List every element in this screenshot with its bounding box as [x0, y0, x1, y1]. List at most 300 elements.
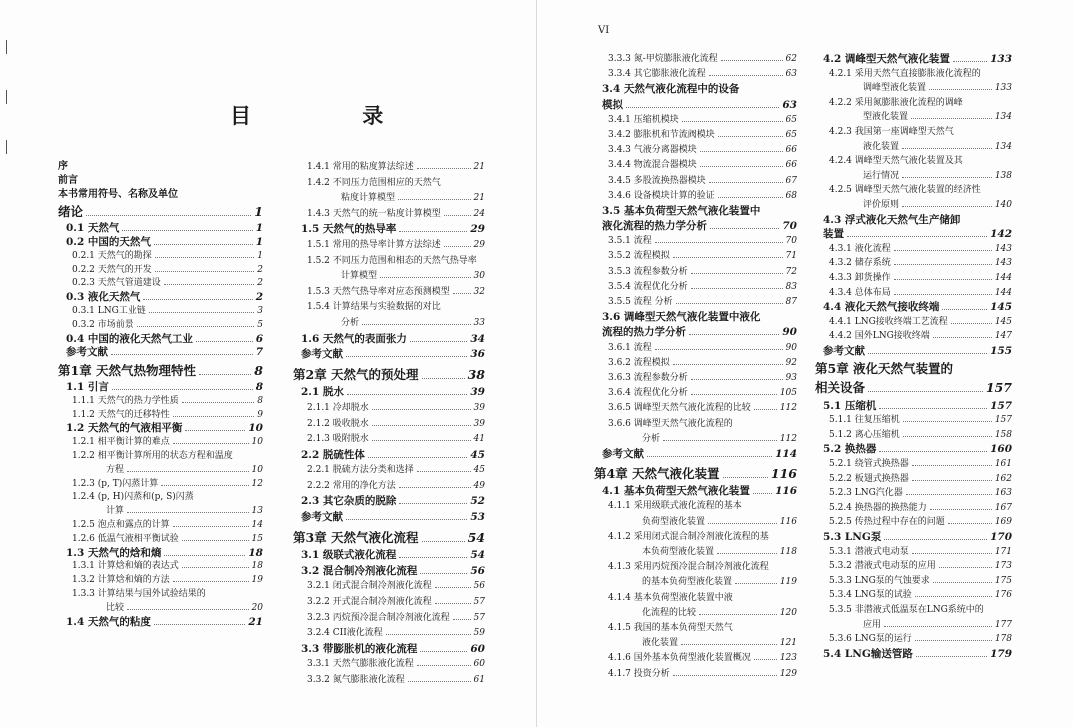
toc-leader-dots [453, 619, 471, 620]
toc-leader-dots [372, 409, 471, 410]
toc-entry-page: 177 [994, 619, 1012, 630]
toc-leader-dots [906, 494, 992, 495]
toc-entry [293, 448, 485, 464]
toc-entry-label: 4.2 调峰型天然气液化装置 [823, 53, 950, 65]
toc-entry-label: 0.4 中国的液化天然气工业 [66, 332, 193, 345]
toc-entry [815, 559, 1012, 574]
toc-entry [594, 341, 797, 356]
toc-entry-page: 178 [994, 634, 1012, 645]
toc-entry-page: 39 [470, 386, 485, 399]
toc-entry [594, 325, 797, 340]
toc-entry-label: 3.3 带膨胀机的液化流程 [301, 642, 418, 655]
toc-entry [594, 113, 797, 128]
toc-entry [815, 362, 1012, 377]
toc-leader-dots [879, 451, 987, 452]
toc-entry [293, 254, 485, 270]
toc-leader-dots [868, 353, 987, 354]
toc-entry-label: 参考文献 [602, 447, 644, 460]
toc-leader-dots [682, 121, 783, 122]
toc-leader-dots [699, 614, 777, 615]
toc-entry-label: 1.3.2 计算焓和熵的方法 [72, 575, 170, 586]
toc-entry [815, 213, 1012, 228]
toc-entry-label: 3.6.1 流程 [608, 342, 652, 353]
toc-entry [815, 169, 1012, 184]
toc-entry-page: 71 [785, 251, 797, 262]
toc-entry-label: 4.3 浮式液化天然气生产储卸 [823, 213, 961, 226]
toc-leader-dots [372, 440, 471, 441]
toc-leader-dots [942, 309, 987, 310]
toc-entry-page: 134 [994, 112, 1012, 123]
toc-entry-page: 145 [990, 301, 1012, 314]
toc-leader-dots [127, 609, 249, 610]
toc-entry [58, 533, 263, 547]
toc-entry-label: 3.5.1 流程 [608, 236, 652, 247]
toc-leader-dots [149, 312, 254, 313]
toc-entry-page: 119 [779, 577, 797, 588]
toc-entry [594, 219, 797, 234]
toc-leader-dots [346, 519, 467, 520]
toc-entry-label: 第2章 天然气的预处理 [293, 366, 419, 382]
toc-entry-page: 1 [254, 204, 263, 220]
toc-leader-dots [122, 230, 252, 231]
page-title: 目 录 [230, 103, 436, 128]
toc-entry-label: 5.1.1 往复压缩机 [829, 415, 900, 426]
toc-entry-label: 5.2.4 换热器的换热能力 [829, 502, 927, 513]
toc-leader-dots [347, 394, 467, 395]
toc-leader-dots [912, 553, 992, 554]
toc-entry [58, 505, 263, 519]
toc-entry-page: 29 [473, 239, 485, 250]
toc-entry-label: 1.6 天然气的表面张力 [301, 332, 407, 345]
toc-leader-dots [182, 540, 249, 541]
toc-entry [58, 319, 263, 333]
toc-entry-page: 21 [473, 162, 485, 172]
toc-entry-page: 45 [470, 448, 485, 461]
toc-entry [815, 183, 1012, 198]
toc-entry [815, 442, 1012, 457]
toc-entry-label: 2.1.1 冷却脱水 [307, 402, 369, 413]
toc-entry [815, 81, 1012, 96]
toc-entry-label: 4.2.2 采用氮膨胀液化流程的调峰 [829, 97, 963, 108]
toc-entry [594, 651, 797, 666]
toc-entry-page: 173 [994, 561, 1012, 572]
toc-leader-dots [417, 471, 471, 472]
toc-entry-page: 105 [779, 388, 797, 399]
toc-entry [58, 436, 263, 450]
toc-entry [58, 588, 263, 602]
toc-entry [293, 285, 485, 301]
toc-entry-label: 3.2 混合制冷剂液化流程 [301, 564, 418, 577]
toc-entry-label: 1.2.3 (p, T)闪蒸计算 [72, 478, 159, 489]
toc-entry-page: 116 [775, 485, 797, 498]
toc-entry-page: 144 [994, 272, 1012, 283]
toc-entry [293, 238, 485, 254]
toc-entry-label: 液化流程的热力学分析 [602, 220, 707, 233]
toc-entry-label: 3.6.5 调峰型天然气液化流程的比较 [608, 403, 751, 414]
toc-leader-dots [709, 182, 783, 183]
toc-entry-page: 52 [470, 495, 485, 508]
toc-entry-label: 5.2.5 传热过程中存在的问题 [829, 517, 945, 528]
toc-entry [58, 291, 263, 305]
toc-entry-page: 142 [990, 228, 1012, 241]
toc-entry-label: 0.3 液化天然气 [66, 291, 141, 304]
toc-leader-dots [417, 665, 471, 666]
toc-entry-label: 相关设备 [815, 380, 866, 396]
toc-leader-dots [127, 512, 249, 513]
toc-entry [594, 545, 797, 560]
toc-entry-label: 3.5.2 流程模拟 [608, 251, 670, 262]
toc-leader-dots [894, 279, 992, 280]
toc-entry-label: 1.5.2 不同压力范围和相态的天然气热导率 [307, 255, 477, 266]
toc-entry [293, 432, 485, 448]
toc-entry-label: 1.3.1 计算焓和熵的表达式 [72, 561, 179, 572]
toc-column-right-2 [815, 52, 1012, 661]
toc-entry-label: 第4章 天然气液化装置 [594, 466, 720, 482]
toc-entry-label: 型液化装置 [863, 112, 909, 123]
toc-entry [815, 344, 1012, 359]
toc-entry-label: 3.4.3 气液分离器模块 [608, 145, 697, 156]
toc-entry [58, 222, 263, 236]
toc-entry [815, 140, 1012, 155]
toc-entry-label: 3.6.4 流程优化分析 [608, 388, 688, 399]
toc-leader-dots [647, 456, 772, 457]
toc-entry [58, 174, 263, 188]
toc-leader-dots [386, 634, 471, 635]
toc-entry [815, 574, 1012, 589]
toc-entry-label: 流程的热力学分析 [602, 326, 686, 339]
toc-entry-page: 57 [473, 597, 485, 608]
toc-entry [293, 300, 485, 316]
toc-entry [815, 315, 1012, 330]
toc-entry [815, 603, 1012, 618]
toc-entry-page: 133 [990, 53, 1012, 65]
toc-entry-page: 116 [779, 516, 797, 527]
toc-entry-page: 93 [785, 372, 797, 383]
toc-leader-dots [753, 493, 772, 494]
toc-entry-page: 9 [257, 409, 263, 420]
toc-entry-label: 计算模型 [341, 271, 378, 282]
toc-entry-label: 4.3.3 卸货操作 [829, 272, 891, 283]
toc-entry-page: 70 [782, 220, 797, 233]
toc-entry [594, 310, 797, 325]
toc-entry [815, 486, 1012, 501]
toc-entry [815, 125, 1012, 140]
edge-mark [6, 140, 7, 154]
toc-entry [815, 154, 1012, 169]
toc-entry [293, 479, 485, 495]
toc-entry-label: 3.4.2 膨胀机和节流阀模块 [608, 129, 715, 140]
toc-entry [815, 67, 1012, 82]
toc-entry [594, 499, 797, 514]
toc-leader-dots [673, 257, 783, 258]
toc-leader-dots [939, 567, 992, 568]
toc-leader-dots [399, 487, 471, 488]
toc-entry [594, 158, 797, 173]
toc-entry-page: 171 [994, 546, 1012, 557]
toc-entry-page: 59 [473, 628, 485, 639]
toc-entry [594, 280, 797, 295]
toc-leader-dots [681, 644, 777, 645]
toc-entry-page: 163 [994, 488, 1012, 499]
toc-entry-page: 65 [785, 114, 797, 125]
toc-entry [594, 432, 797, 447]
toc-entry-label: 调峰型液化装置 [863, 83, 927, 94]
toc-leader-dots [444, 246, 471, 247]
toc-entry-label: 1.3 天然气的焓和熵 [66, 546, 162, 559]
toc-entry-label: 5.3.3 LNG泵的气蚀要求 [829, 575, 930, 586]
toc-entry-page: 34 [470, 332, 485, 345]
toc-leader-dots [399, 557, 467, 558]
toc-entry-label: 应用 [863, 619, 882, 630]
toc-entry-page: 65 [785, 129, 797, 140]
toc-entry-label: 3.5.4 流程优化分析 [608, 281, 688, 292]
toc-entry-label: 的基本负荷型液化装置 [642, 577, 733, 588]
toc-entry-label: 4.1 基本负荷型天然气液化装置 [602, 485, 750, 498]
toc-entry [815, 96, 1012, 111]
toc-entry [58, 305, 263, 319]
toc-entry-page: 60 [470, 642, 485, 655]
toc-entry-label: 1.2.4 (p, H)闪蒸和(p, S)闪蒸 [72, 492, 194, 503]
toc-entry-label: 3.4.5 多股流换热器模块 [608, 175, 706, 186]
toc-entry [594, 295, 797, 310]
toc-entry [815, 618, 1012, 633]
right-page [537, 0, 1073, 727]
toc-leader-dots [154, 244, 253, 245]
toc-entry-page: 10 [251, 464, 263, 475]
toc-entry-label: 1.5.3 天然气热导率对应态预测模型 [307, 286, 450, 297]
toc-entry [594, 386, 797, 401]
toc-entry [594, 98, 797, 113]
toc-entry [594, 174, 797, 189]
toc-entry-label: 3.4.6 设备模块计算的验证 [608, 190, 715, 201]
toc-entry-label: 1.4.3 天然气的统一粘度计算模型 [307, 208, 441, 219]
toc-entry-label: 4.4.2 国外LNG接收终端 [829, 331, 930, 342]
toc-entry-page: 90 [782, 326, 797, 339]
toc-entry [815, 413, 1012, 428]
toc-entry-page: 1 [255, 222, 263, 235]
toc-entry [594, 401, 797, 416]
toc-entry [58, 602, 263, 616]
toc-entry-label: 1.5 天然气的热导率 [301, 223, 397, 236]
toc-leader-dots [884, 539, 987, 540]
toc-entry-label: 方程 [106, 464, 125, 475]
toc-entry-page: 133 [994, 83, 1012, 94]
toc-entry-label: 1.5.1 常用的热导率计算方法综述 [307, 239, 441, 250]
toc-entry-page: 112 [779, 433, 797, 444]
toc-leader-dots [137, 326, 255, 327]
toc-entry-label: 4.4.1 LNG接收终端工艺流程 [829, 316, 948, 327]
toc-entry-label: 2.2.1 脱硫方法分类和选择 [307, 465, 414, 476]
toc-leader-dots [894, 250, 992, 251]
toc-entry-label: 5.3.5 非潜液式低温泵在LNG系统中的 [829, 604, 984, 615]
toc-entry-page: 66 [785, 145, 797, 156]
toc-leader-dots [127, 471, 249, 472]
toc-leader-dots [903, 421, 992, 422]
toc-entry [293, 510, 485, 526]
toc-entry-label: 分析 [642, 433, 661, 444]
toc-entry [58, 160, 263, 174]
toc-entry-label: 4.1.1 采用级联式液化流程的基本 [608, 501, 742, 512]
toc-leader-dots [182, 567, 249, 568]
toc-entry-page: 67 [785, 175, 797, 186]
toc-column-right-1 [594, 52, 797, 682]
toc-entry [815, 110, 1012, 125]
toc-entry-label: 4.3.2 储存系统 [829, 258, 891, 269]
toc-entry-page: 18 [248, 546, 263, 559]
toc-entry-label: 4.1.4 基本负荷型液化装置中液 [608, 592, 733, 603]
toc-leader-dots [173, 526, 249, 527]
toc-entry [58, 422, 263, 436]
toc-entry [58, 491, 263, 505]
toc-entry-label: 4.3.4 总体布局 [829, 287, 891, 298]
toc-entry-page: 170 [990, 531, 1012, 543]
toc-entry-label: 2.1.2 吸收脱水 [307, 418, 369, 429]
toc-leader-dots [173, 416, 255, 417]
toc-entry-page: 83 [785, 281, 797, 292]
toc-entry-page: 24 [473, 208, 485, 219]
toc-entry-page: 179 [990, 647, 1012, 660]
toc-entry-label: 1.4.1 常用的粘度算法综述 [307, 162, 414, 172]
toc-entry [815, 428, 1012, 443]
toc-entry-label: 5.3.4 LNG泵的试验 [829, 590, 912, 601]
toc-leader-dots [691, 288, 783, 289]
toc-entry [594, 466, 797, 481]
toc-entry-page: 143 [994, 258, 1012, 269]
toc-entry-label: 5.2.2 板翅式换热器 [829, 473, 909, 484]
toc-entry-page: 19 [251, 575, 263, 586]
toc-entry [594, 591, 797, 606]
toc-entry-label: 2.1 脱水 [301, 386, 344, 399]
toc-entry-label: 比较 [106, 602, 125, 613]
toc-entry [58, 409, 263, 423]
toc-entry [815, 381, 1012, 396]
toc-entry-page: 3 [257, 305, 263, 316]
toc-entry-page: 147 [994, 331, 1012, 342]
toc-entry [594, 234, 797, 249]
toc-entry-label: 0.3.2 市场前景 [72, 319, 134, 330]
toc-entry-label: 4.2.1 采用天然气直接膨胀液化流程的 [829, 68, 981, 79]
toc-leader-dots [182, 402, 255, 403]
toc-leader-dots [196, 341, 253, 342]
toc-entry [293, 548, 485, 564]
toc-leader-dots [902, 177, 992, 178]
toc-entry-page: 129 [779, 668, 797, 679]
toc-entry-page: 1 [255, 235, 263, 248]
toc-entry-page: 2 [257, 278, 263, 289]
toc-entry-page: 120 [779, 607, 797, 618]
toc-entry-page: 63 [782, 98, 797, 111]
toc-entry-label: 1.4 天然气的粘度 [66, 615, 151, 628]
toc-entry [815, 198, 1012, 213]
toc-leader-dots [673, 675, 777, 676]
toc-entry [293, 595, 485, 611]
toc-entry-label: 前言 [58, 174, 78, 186]
toc-entry [58, 264, 263, 278]
toc-entry [594, 575, 797, 590]
toc-entry-page: 12 [251, 478, 263, 489]
toc-entry [594, 621, 797, 636]
toc-entry [293, 463, 485, 479]
toc-entry [815, 227, 1012, 242]
toc-entry [594, 667, 797, 682]
toc-entry-label: 1.5.4 计算结果与实验数据的对比 [307, 302, 441, 313]
toc-leader-dots [911, 118, 992, 119]
toc-entry [293, 417, 485, 433]
toc-leader-dots [155, 257, 255, 258]
toc-entry-page: 158 [994, 429, 1012, 440]
toc-entry-page: 18 [251, 561, 263, 572]
toc-entry-label: 5.2 换热器 [823, 443, 877, 456]
toc-entry [293, 385, 485, 401]
toc-entry-label: 3.6.6 调峰型天然气液化流程的 [608, 418, 733, 429]
toc-entry [58, 381, 263, 395]
toc-entry [594, 82, 797, 97]
toc-leader-dots [879, 408, 987, 409]
toc-entry-label: 4.1.3 采用丙烷预冷混合制冷剂液化流程 [608, 562, 769, 573]
toc-leader-dots [951, 323, 992, 324]
toc-leader-dots [408, 681, 471, 682]
toc-entry [594, 189, 797, 204]
toc-entry [594, 52, 797, 67]
toc-entry-label: 5.3 LNG泵 [823, 531, 882, 543]
toc-leader-dots [754, 659, 777, 660]
toc-entry-page: 2 [255, 291, 263, 304]
toc-entry-label: 3.5 基本负荷型天然气液化装置中 [602, 204, 761, 217]
toc-entry-label: 1.2.2 相平衡计算所用的状态方程和温度 [72, 450, 233, 461]
toc-entry [815, 515, 1012, 530]
toc-entry [594, 249, 797, 264]
toc-entry-label: 4.1.5 我国的基本负荷型天然气 [608, 622, 733, 633]
toc-entry-label: 5.3.1 潜液式电动泵 [829, 546, 909, 557]
toc-entry [815, 286, 1012, 301]
toc-leader-dots [754, 409, 777, 410]
toc-entry-page: 56 [470, 564, 485, 577]
toc-leader-dots [422, 541, 465, 542]
toc-entry [594, 128, 797, 143]
toc-entry [293, 269, 485, 285]
toc-entry-label: 2.1.3 吸附脱水 [307, 434, 369, 445]
toc-leader-dots [689, 334, 779, 335]
toc-leader-dots [362, 324, 471, 325]
toc-entry-label: 0.2.1 天然气的勘探 [72, 250, 152, 261]
toc-leader-dots [700, 151, 783, 152]
toc-entry-label: 5.1.2 离心压缩机 [829, 429, 900, 440]
toc-entry [58, 519, 263, 533]
toc-entry-page: 7 [255, 346, 263, 359]
toc-entry-page: 8 [257, 395, 263, 406]
toc-entry-page: 41 [473, 434, 485, 445]
toc-entry-label: 2.3 其它杂质的脱除 [301, 495, 397, 508]
toc-entry [58, 574, 263, 588]
toc-entry-page: 5 [257, 319, 263, 330]
toc-leader-dots [709, 75, 783, 76]
toc-entry [293, 626, 485, 642]
toc-entry [594, 371, 797, 386]
toc-entry [293, 530, 485, 546]
toc-entry [293, 176, 485, 192]
toc-entry-page: 1 [257, 250, 263, 261]
toc-entry-page: 167 [994, 502, 1012, 513]
toc-leader-dots [691, 394, 777, 395]
toc-entry-label: 装置 [823, 228, 844, 241]
toc-entry-label: 5.3.6 LNG泵的运行 [829, 634, 912, 645]
toc-leader-dots [948, 523, 992, 524]
toc-entry-page: 21 [473, 193, 485, 204]
toc-entry-label: 4.2.4 调峰型天然气液化装置及其 [829, 156, 963, 167]
toc-entry-page: 66 [785, 160, 797, 171]
toc-entry-page: 13 [251, 506, 263, 517]
toc-column-left-2 [293, 160, 485, 689]
